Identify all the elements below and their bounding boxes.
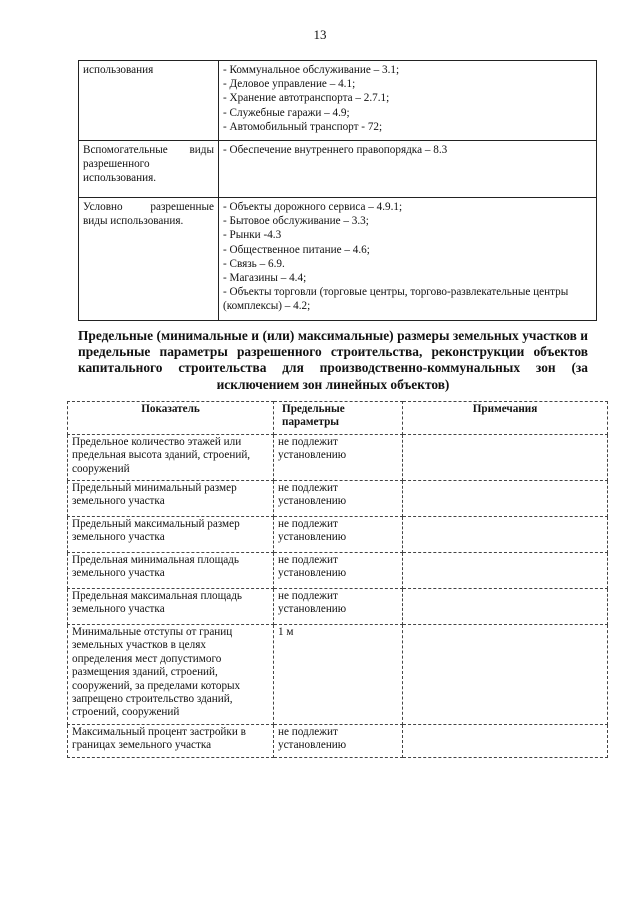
indicator-cell: Предельная минимальная площадь земельного участка [68, 553, 274, 589]
table-header-row [68, 402, 608, 435]
list-item: - Рынки -4.3 [223, 229, 282, 242]
list-item: - Автомобильный транспорт - 72; [223, 120, 383, 133]
list-item: - Хранение автотранспорта – 2.7.1; [223, 92, 390, 105]
note-cell [403, 724, 608, 757]
permitted-uses-table [78, 60, 597, 321]
list-item: - Бытовое обслуживание – 3.3; [223, 215, 369, 228]
indicator-cell: Предельный минимальный размер земельного участка [68, 481, 274, 517]
note-cell [403, 434, 608, 480]
param-cell: 1 м [274, 625, 403, 725]
list-item: - Коммунальное обслуживание – 3.1; [223, 64, 400, 76]
use-category-label: Вспомогательные виды разрешенного использования. [79, 141, 219, 198]
param-cell: не подлежит установлению [274, 724, 403, 757]
list-item: - Обеспечение внутреннего правопорядка – 8.3 [223, 144, 448, 157]
note-cell [403, 517, 608, 553]
table-row [79, 198, 597, 321]
table-row [68, 553, 608, 589]
list-item: - Общественное питание – 4.6; [223, 243, 370, 256]
note-cell [403, 553, 608, 589]
table-row [68, 517, 608, 553]
column-header-parameters: Предельные параметры [274, 402, 403, 435]
use-items-cell [219, 61, 597, 141]
indicator-cell: Предельная максимальная площадь земельного участка [68, 589, 274, 625]
indicator-cell: Минимальные отступы от границ земельных участков в целях определения мест допустимого размещения зданий, строений, сооружений, за пределами которых запрещено строительство зданий, строений, сооружений [68, 625, 274, 725]
section-heading: Предельные (минимальные и (или) максимальные) размеры земельных участков и предельные параметры разрешенного строительства, реконструкции объектов капитального строительства для производственно-коммунальных зон (за исключением зон линейных объектов) [78, 328, 588, 392]
param-cell: не подлежит установлению [274, 517, 403, 553]
list-item: - Служебные гаражи – 4.9; [223, 106, 350, 119]
use-category-label: Условно разрешенные виды использования. [79, 198, 219, 321]
table-row [68, 625, 608, 725]
use-items-cell [219, 141, 597, 198]
table-row [68, 589, 608, 625]
column-header-notes: Примечания [403, 402, 608, 435]
list-item: - Объекты торговли (торговые центры, торгово-развлекательные центры (комплексы) – 4.2; [223, 286, 569, 313]
list-item: - Магазины – 4.4; [223, 272, 307, 285]
list-item: - Связь – 6.9. [223, 257, 285, 270]
table-row [79, 141, 597, 198]
page-number: 13 [313, 27, 327, 42]
parameters-table [67, 401, 608, 758]
column-header-indicator: Показатель [68, 402, 274, 435]
table-row [68, 481, 608, 517]
indicator-cell: Предельный максимальный размер земельного участка [68, 517, 274, 553]
note-cell [403, 589, 608, 625]
table-row [68, 434, 608, 480]
use-category-label: использования [79, 61, 219, 141]
param-cell: не подлежит установлению [274, 553, 403, 589]
indicator-cell: Максимальный процент застройки в границах земельного участка [68, 724, 274, 757]
indicator-cell: Предельное количество этажей или предельная высота зданий, строений, сооружений [68, 434, 274, 480]
list-item: - Деловое управление – 4.1; [223, 78, 356, 91]
note-cell [403, 625, 608, 725]
list-item: - Объекты дорожного сервиса – 4.9.1; [223, 201, 403, 214]
param-cell: не подлежит установлению [274, 589, 403, 625]
param-cell: не подлежит установлению [274, 434, 403, 480]
note-cell [403, 481, 608, 517]
table-row [68, 724, 608, 757]
table-row [79, 61, 597, 141]
param-cell: не подлежит установлению [274, 481, 403, 517]
use-items-cell [219, 198, 597, 321]
